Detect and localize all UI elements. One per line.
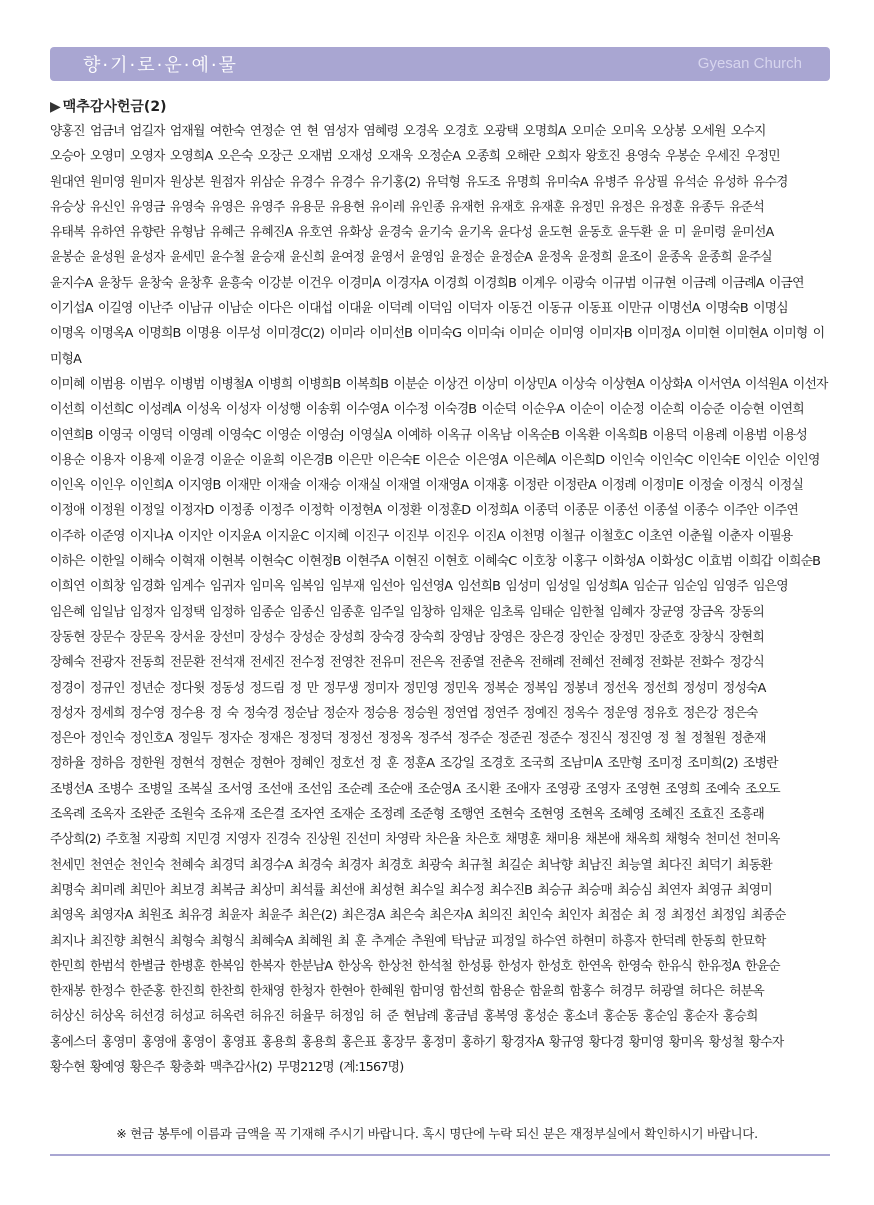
church-name: Gyesan Church <box>697 55 802 72</box>
section-title: 맥추감사헌금(2) <box>62 99 167 115</box>
footer-note: ※ 현금 봉투에 이름과 금액을 꼭 기재해 주시기 바랍니다. 혹시 명단에 누락 되신 분은 재정부실에서 확인하시기 바랍니다. <box>116 1126 758 1141</box>
page-title: 향·기·로·운·예·물 <box>83 55 238 76</box>
triangle-bullet-icon: ▶ <box>50 99 61 115</box>
header-bar <box>50 47 830 81</box>
donor-name-list: 양홍진 엄금녀 엄길자 엄재월 여한숙 연정순 연 현 염성자 염혜령 오경옥 오경호 오광택 오명희A 오미순 오미옥 오상봉 오세원 오수지 오승아 오영미 오영자 오영희A 오은숙 오장근 오재범 오재성 오재욱 오정순A 오종희 오해란 오희자 왕호진 용영숙 우봉순 우세진 우정민 원대연 원미영 원미자 원상본 원점자 위삼순 유경수 유경수 유기홍(2) 유덕형 유도조 유명희 유미숙A 유병주 유상필 유석순 유성하 유수경 유승상 유신인 유영금 유영숙 유영은 유영주 유용문 유용현 유이레 유인종 유재헌 유재호 유재훈 유정민 유정은 유정훈 유종두 유준석 유태복 유하연 유향란 유형남 유혜근 유혜진A 유호연 유화상 윤경숙 윤기숙 윤기옥 윤다성 윤도현 윤동호 윤두환 윤 미 윤미령 윤미선A 윤봉순 윤성원 윤성자 윤세민 윤수철 윤승재 윤신희 윤여정 윤영서 윤영임 윤정순 윤정순A 윤정옥 윤정희 윤조이 윤종옥 윤종희 윤주실 윤지수A 윤창두 윤창숙 윤창후 윤흥숙 이강분 이건우 이경미A 이경자A 이경희 이경희B 이계우 이광숙 이규범 이규현 이금례 이금례A 이금연 이기섭A 이길영 이난주 이남규 이남순 이다은 이대섭 이대윤 이덕례 이덕임 이덕자 이동건 이동규 이동표 이만규 이명선A 이명숙B 이명심 이명옥 이명옥A 이명희B 이명용 이무성 이미경C(2) 이미라 이미선B 이미숙G 이미숙i 이미순 이미영 이미자B 이미정A 이미현 이미현A 이미형 이미형A 이미혜 이범용 이범우 이병범 이병철A 이병희 이병희B 이복희B 이분순 이상건 이상미 이상민A 이상숙 이상현A 이상화A 이서연A 이석원A 이선자 이선희 이선희C 이성례A 이성옥 이성자 이성행 이송휘 이수영A 이수정 이숙경B 이순덕 이순우A 이순이 이순정 이순희 이승준 이승현 이연희 이연희B 이영국 이영덕 이영례 이영숙C 이영순 이영순J 이영실A 이예하 이옥규 이옥남 이옥순B 이옥환 이옥희B 이용덕 이용례 이용범 이용성 이용순 이용자 이용제 이윤경 이윤순 이윤희 이은경B 이은만 이은숙E 이은순 이은영A 이은혜A 이은희D 이인숙 이인숙C 이인숙E 이인순 이인영 이인옥 이인우 이인희A 이지영B 이재만 이재술 이재승 이재실 이재열 이재영A 이재홍 이정란 이정란A 이정례 이정미E 이정술 이정식 이정실 이정애 이정원 이정일 이정자D 이정종 이정주 이정학 이정현A 이정환 이정훈D 이정희A 이종덕 이종문 이종선 이종설 이종수 이주안 이주연 이주하 이준영 이지나A 이지안 이지윤A 이지윤C 이지혜 이진구 이진부 이진우 이진A 이천명 이철규 이철호C 이초연 이춘월 이춘자 이필용 이하은 이한일 이해숙 이혁재 이현복 이현숙C 이현정B 이현주A 이현진 이현호 이혜숙C 이호창 이홍구 이화성A 이화성C 이효범 이희갑 이희순B 이희연 이희창 임경화 임계수 임귀자 임미옥 임복임 임부재 임선아 임선영A 임선희B 임성미 임성일 임성희A 임순규 임순임 임영주 임은영 임은혜 임일남 임정자 임정택 임정하 임종순 임종신 임종훈 임주일 임창하 임채운 임초록 임태순 임한철 임혜자 장균영 장금옥 장동의 장동현 장문수 장문옥 장서윤 장선미 장성수 장성순 장성희 장숙경 장숙희 장영남 장영은 장은경 장인순 장정민 장준호 장창식 장현희 장혜숙 전광자 전동희 전문환 전석재 전세진 전수정 전영찬 전유미 전은옥 전종열 전춘옥 전해례 전혜선 전혜정 전화분 전화수 정강식 정경이 정규인 정년순 정다윗 정동성 정드림 정 만 정무생 정미자 정민영 정민옥 정복순 정복임 정봉녀 정선옥 정선희 정성미 정성숙A 정성자 정세희 정수영 정수용 정 숙 정숙경 정순남 정순자 정승용 정승원 정연엽 정연주 정예진 정옥수 정운영 정유호 정은강 정은숙 정은아 정인숙 정인호A 정일두 정자순 정재은 정정덕 정정선 정정옥 정주석 정주순 정준권 정준수 정진식 정진영 정 철 정철원 정춘재 정하율 정하음 정한원 정현석 정현순 정현아 정혜인 정호선 정 훈 정훈A 조강일 조경호 조국희 조남미A 조만형 조미정 조미희(2) 조병란 조병선A 조병수 조병일 조복실 조서영 조선애 조선임 조순례 조순애 조순영A 조시환 조애자 조영광 조영자 조영현 조영희 조예숙 조오도 조옥례 조옥자 조완준 조원숙 조유재 조은결 조자연 조재순 조정례 조준형 조행연 조현숙 조현영 조현옥 조혜영 조혜진 조효진 조흥래 주상희(2) 주호철 지광희 지민경 지영자 진경숙 진상원 진선미 차영락 차은율 차은호 채명훈 채미용 채본애 채옥희 채형숙 천미선 천미옥 천세민 천연순 천인숙 천혜숙 최경덕 최경수A 최경숙 최경자 최경호 최광숙 최규철 최길순 최낙향 최남진 최능열 최다진 최덕기 최동환 최명숙 최미례 최민아 최보경 최복금 최상미 최석률 최선애 최성현 최수일 최수정 최수진B 최승규 최승매 최승심 최연자 최영규 최영미 최영옥 최영자A 최원조 최유경 최윤자 최윤주 최은(2) 최은경A 최은숙 최은자A 최의진 최인숙 최인자 최점순 최 정 최정선 최정임 최종순 최지나 최진향 최현식 최형숙 최형식 최혜숙A 최혜원 최 훈 추계순 추원예 탁남균 피정일 하수연 하현미 하흥자 한덕례 한동희 한묘학 한민희 한범석 한별금 한병훈 한복임 한복자 한분남A 한상옥 한상천 한석철 한성룡 한성자 한성호 한연옥 한영숙 한유식 한유정A 한윤순 한재봉 한정수 한준홍 한진희 한찬희 한채영 한청자 한현아 한혜원 함미영 함선희 함용순 함윤희 함홍수 허경무 허광열 허다은 허분옥 허상신 허상옥 허선경 허성교 허옥련 허유진 허율무 허정임 허 준 현남례 홍금념 홍복영 홍성순 홍소녀 홍순동 홍순임 홍순자 홍승희 홍에스더 홍영미 홍영애 홍영이 홍영표 홍용희 홍용희 홍은표 홍장무 홍정미 홍하기 황경자A 황규영 황다경 황미영 황미옥 황성철 황수자 황수현 황예영 황은주 황충화 맥추감사(2) 무명212명 (계:1567명) <box>50 124 828 1075</box>
section-heading <box>50 96 166 116</box>
footer-divider <box>50 1154 830 1156</box>
